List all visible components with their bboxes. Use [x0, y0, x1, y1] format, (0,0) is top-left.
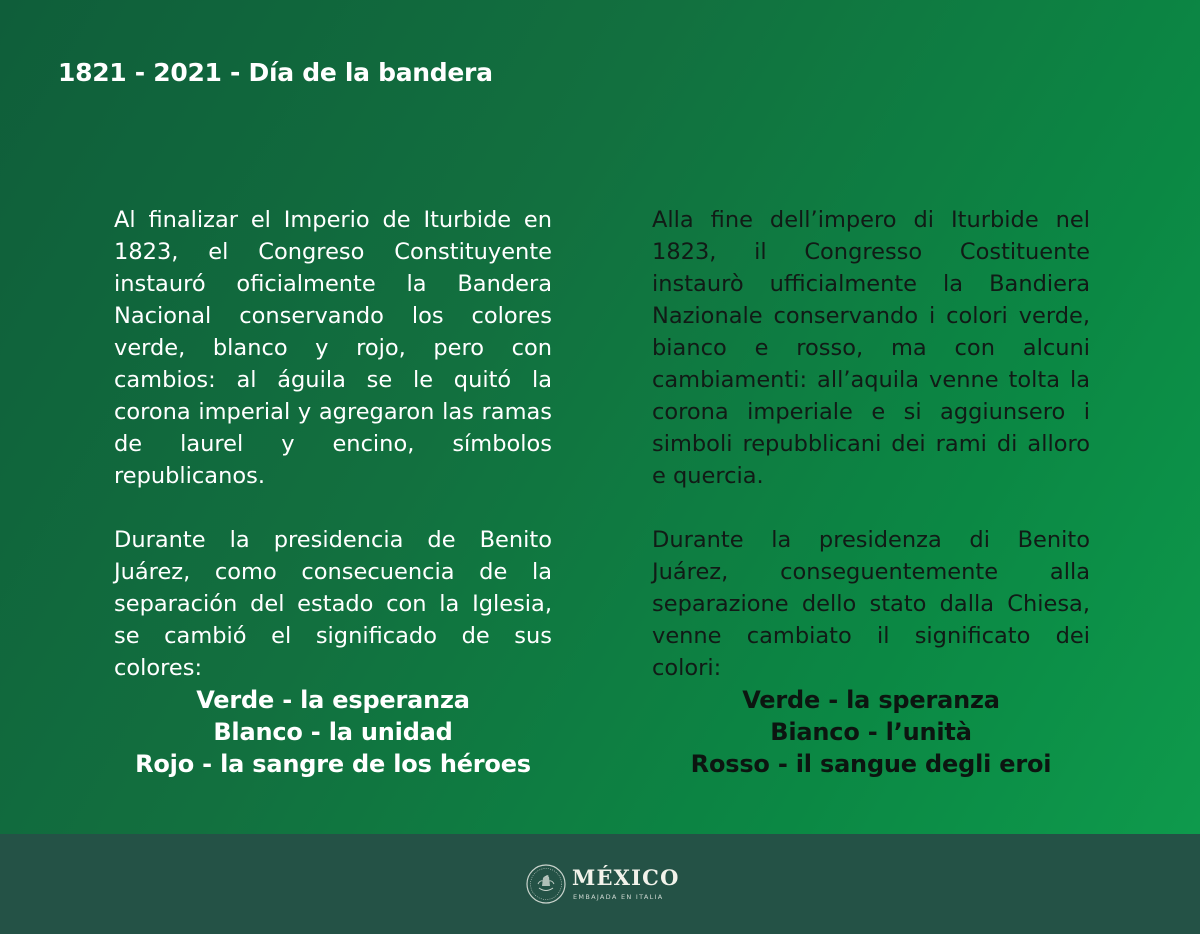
- italian-paragraph-2: Durante la presidenza di Benito Juárez, conseguentemente alla separazione dello stato dalla Chiesa, venne cambiato il significato dei colori:: [652, 527, 1090, 681]
- spanish-meaning-red: Rojo - la sangre de los héroes: [135, 750, 531, 778]
- spanish-meaning-white: Blanco - la unidad: [213, 718, 453, 746]
- italian-meaning-red: Rosso - il sangue degli eroi: [690, 750, 1052, 778]
- spanish-color-meanings: [114, 684, 552, 780]
- spanish-paragraph-1: Al finalizar el Imperio de Iturbide en 1823, el Congreso Constituyente instauró oficialmente la Bandera Nacional conservando los colores verde, blanco y rojo, pero con cambios: al águila se le quitó la corona imperial y agregaron las ramas de laurel y encino, símbolos republicanos.: [114, 207, 552, 489]
- logo-subtitle: EMBAJADA EN ITALIA: [573, 893, 664, 901]
- spanish-paragraph-2: Durante la presidencia de Benito Juárez, como consecuencia de la separación del estado con la Iglesia, se cambió el significado de sus colores:: [114, 527, 552, 681]
- italian-paragraph-1: Alla fine dell’impero di Iturbide nel 1823, il Congresso Costituente instaurò ufficialmente la Bandiera Nazionale conservando i colori verde, bianco e rosso, ma con alcuni cambiamenti: all’aquila venne tolta la corona imperiale e si aggiunsero i simboli repubblicani dei rami di alloro e quercia.: [652, 207, 1090, 489]
- paragraph-spacer: [114, 492, 552, 524]
- italian-color-meanings: [652, 684, 1090, 780]
- italian-column: [652, 204, 1090, 780]
- spanish-meaning-green: Verde - la esperanza: [196, 686, 470, 714]
- embassy-logo: [526, 862, 686, 908]
- spanish-column: [114, 204, 552, 780]
- paragraph-spacer: [652, 492, 1090, 524]
- italian-meaning-white: Bianco - l’unità: [770, 718, 972, 746]
- italian-meaning-green: Verde - la speranza: [742, 686, 1000, 714]
- logo-wordmark: MÉXICO: [572, 865, 680, 890]
- coat-of-arms-seal-icon: [526, 864, 566, 904]
- page-title: 1821 - 2021 - Día de la bandera: [58, 58, 493, 87]
- footer-bar: [0, 834, 1200, 934]
